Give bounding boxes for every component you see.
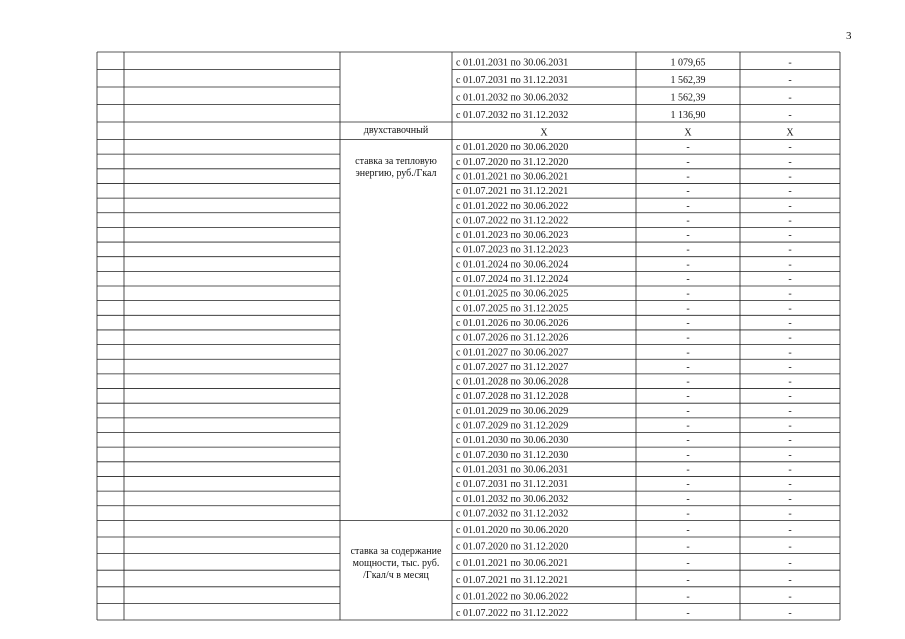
- value-cell: -: [686, 479, 690, 491]
- extra-cell: -: [788, 110, 792, 121]
- extra-cell: -: [788, 449, 792, 461]
- value-cell: -: [686, 215, 690, 227]
- period-cell: с 01.01.2021 по 30.06.2021: [456, 558, 569, 570]
- extra-cell: -: [788, 405, 792, 417]
- value-cell: -: [686, 435, 690, 447]
- period-cell: с 01.07.2024 по 31.12.2024: [456, 274, 569, 285]
- extra-cell: -: [788, 361, 792, 373]
- value-cell: 1 136,90: [670, 110, 706, 121]
- period-cell: с 01.01.2031 по 30.06.2031: [456, 57, 569, 69]
- value-cell: -: [686, 574, 690, 586]
- period-cell: с 01.01.2032 по 30.06.2032: [456, 493, 569, 505]
- extra-cell: -: [788, 288, 792, 300]
- value-cell: Х: [684, 127, 692, 139]
- value-cell: -: [686, 230, 690, 242]
- value-cell: -: [686, 171, 690, 183]
- period-cell: с 01.01.2029 по 30.06.2029: [456, 405, 569, 417]
- period-cell: с 01.01.2022 по 30.06.2022: [456, 200, 569, 212]
- period-cell: с 01.07.2022 по 31.12.2022: [456, 215, 569, 227]
- value-cell: -: [686, 361, 690, 373]
- extra-cell: -: [788, 376, 792, 388]
- period-cell: с 01.01.2031 по 30.06.2031: [456, 464, 569, 476]
- period-cell: с 01.07.2031 по 31.12.2031: [456, 479, 569, 491]
- value-cell: -: [686, 608, 690, 619]
- extra-cell: -: [788, 420, 792, 432]
- extra-cell: -: [788, 230, 792, 242]
- extra-cell: -: [788, 591, 792, 603]
- extra-cell: -: [788, 215, 792, 227]
- extra-cell: -: [788, 525, 792, 536]
- period-cell: с 01.07.2026 по 31.12.2026: [456, 332, 569, 344]
- heat-rate-label-line: ставка за тепловую: [355, 155, 437, 167]
- extra-cell: Х: [786, 127, 794, 139]
- period-cell: с 01.07.2021 по 31.12.2021: [456, 574, 569, 586]
- value-cell: -: [686, 244, 690, 256]
- period-cell: с 01.07.2025 по 31.12.2025: [456, 303, 569, 315]
- period-cell: с 01.07.2022 по 31.12.2022: [456, 608, 569, 619]
- capacity-rate-label: [340, 546, 452, 582]
- extra-cell: -: [788, 558, 792, 570]
- extra-cell: -: [788, 317, 792, 329]
- extra-cell: -: [788, 142, 792, 154]
- extra-cell: -: [788, 435, 792, 447]
- value-cell: -: [686, 376, 690, 388]
- value-cell: -: [686, 317, 690, 329]
- capacity-rate-label-line: ставка за содержание: [350, 546, 442, 558]
- extra-cell: -: [788, 259, 792, 271]
- value-cell: -: [686, 493, 690, 505]
- value-cell: 1 079,65: [670, 57, 706, 69]
- period-cell: с 01.07.2027 по 31.12.2027: [456, 361, 569, 373]
- period-cell: с 01.01.2028 по 30.06.2028: [456, 376, 569, 388]
- extra-cell: -: [788, 574, 792, 586]
- period-cell: с 01.01.2026 по 30.06.2026: [456, 317, 569, 329]
- period-cell: с 01.01.2024 по 30.06.2024: [456, 259, 569, 271]
- value-cell: -: [686, 449, 690, 461]
- period-cell: с 01.07.2020 по 31.12.2020: [456, 156, 569, 168]
- extra-cell: -: [788, 244, 792, 256]
- extra-cell: -: [788, 92, 792, 104]
- value-cell: -: [686, 405, 690, 417]
- period-cell: с 01.07.2032 по 31.12.2032: [456, 508, 569, 520]
- period-cell: с 01.01.2023 по 30.06.2023: [456, 230, 569, 242]
- extra-cell: -: [788, 508, 792, 520]
- extra-cell: -: [788, 479, 792, 491]
- value-cell: -: [686, 186, 690, 198]
- value-cell: -: [686, 259, 690, 271]
- extra-cell: -: [788, 303, 792, 315]
- extra-cell: -: [788, 186, 792, 198]
- period-cell: с 01.01.2025 по 30.06.2025: [456, 288, 569, 300]
- extra-cell: -: [788, 391, 792, 403]
- period-cell: с 01.01.2022 по 30.06.2022: [456, 591, 569, 603]
- value-cell: -: [686, 200, 690, 212]
- value-cell: -: [686, 391, 690, 403]
- period-cell: с 01.07.2020 по 31.12.2020: [456, 541, 569, 553]
- value-cell: 1 562,39: [670, 75, 706, 86]
- period-cell: с 01.07.2021 по 31.12.2021: [456, 186, 569, 198]
- period-cell: с 01.01.2021 по 30.06.2021: [456, 171, 569, 183]
- period-cell: с 01.01.2032 по 30.06.2032: [456, 92, 569, 104]
- extra-cell: -: [788, 347, 792, 359]
- heat-rate-label: [340, 156, 452, 180]
- period-cell: с 01.07.2028 по 31.12.2028: [456, 391, 569, 403]
- period-cell: с 01.01.2030 по 30.06.2030: [456, 435, 569, 447]
- value-cell: -: [686, 508, 690, 520]
- extra-cell: -: [788, 541, 792, 553]
- value-cell: -: [686, 525, 690, 536]
- extra-cell: -: [788, 200, 792, 212]
- extra-cell: -: [788, 75, 792, 86]
- period-cell: Х: [540, 127, 548, 139]
- extra-cell: -: [788, 608, 792, 619]
- period-cell: с 01.07.2023 по 31.12.2023: [456, 244, 569, 256]
- period-cell: с 01.07.2031 по 31.12.2031: [456, 75, 569, 86]
- value-cell: -: [686, 420, 690, 432]
- extra-cell: -: [788, 464, 792, 476]
- value-cell: -: [686, 541, 690, 553]
- value-cell: -: [686, 591, 690, 603]
- value-cell: -: [686, 288, 690, 300]
- page-number: 3: [846, 30, 852, 42]
- capacity-rate-label-line: /Гкал/ч в месяц: [363, 570, 429, 582]
- value-cell: -: [686, 142, 690, 154]
- two-part-label: двухставочный: [363, 125, 429, 136]
- extra-cell: -: [788, 57, 792, 69]
- value-cell: -: [686, 156, 690, 168]
- value-cell: -: [686, 558, 690, 570]
- value-cell: -: [686, 464, 690, 476]
- period-cell: с 01.07.2029 по 31.12.2029: [456, 420, 569, 432]
- value-cell: -: [686, 332, 690, 344]
- extra-cell: -: [788, 156, 792, 168]
- extra-cell: -: [788, 171, 792, 183]
- period-cell: с 01.07.2030 по 31.12.2030: [456, 449, 569, 461]
- period-cell: с 01.01.2020 по 30.06.2020: [456, 142, 569, 154]
- period-cell: с 01.01.2020 по 30.06.2020: [456, 525, 569, 536]
- value-cell: -: [686, 274, 690, 285]
- heat-rate-label-line: энергию, руб./Гкал: [355, 167, 437, 179]
- extra-cell: -: [788, 493, 792, 505]
- value-cell: 1 562,39: [670, 92, 706, 104]
- period-cell: с 01.01.2027 по 30.06.2027: [456, 347, 569, 359]
- value-cell: -: [686, 303, 690, 315]
- value-cell: -: [686, 347, 690, 359]
- extra-cell: -: [788, 274, 792, 285]
- extra-cell: -: [788, 332, 792, 344]
- period-cell: с 01.07.2032 по 31.12.2032: [456, 110, 569, 121]
- capacity-rate-label-line: мощности, тыс. руб.: [352, 558, 440, 570]
